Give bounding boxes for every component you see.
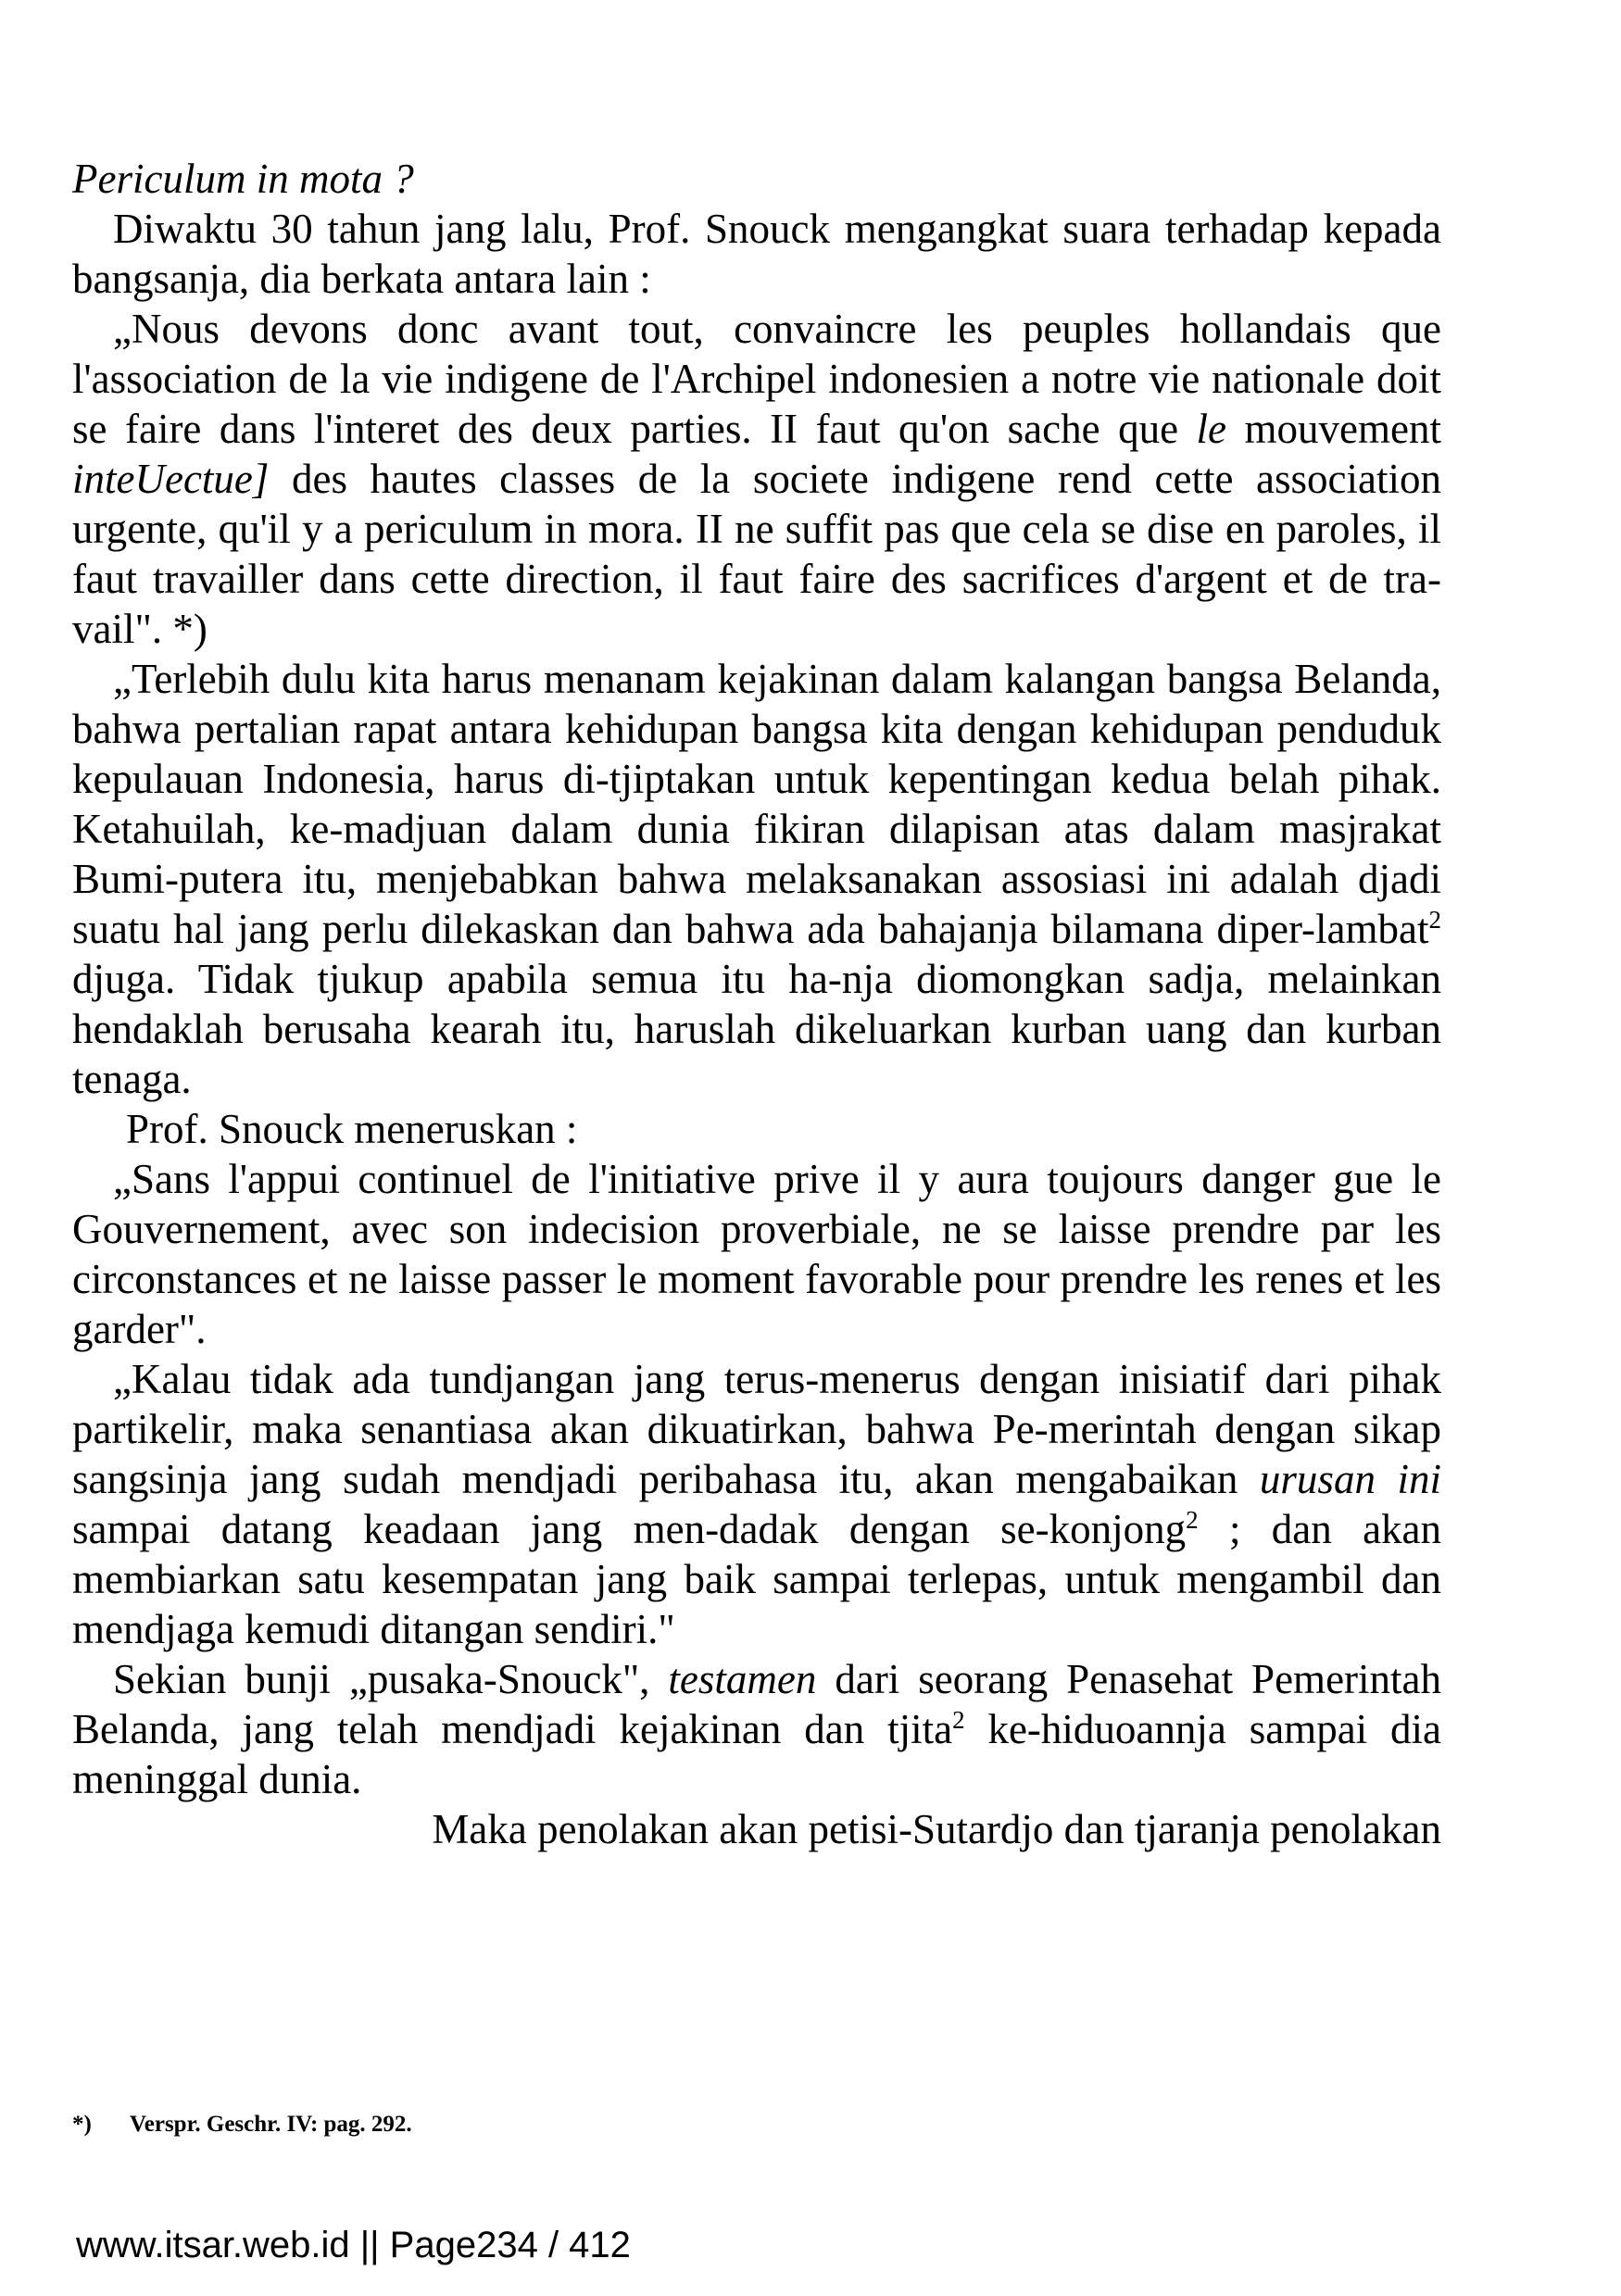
paragraph-continuation — [72, 1104, 1441, 1154]
paragraph-text: Maka penolakan akan petisi-Sutardjo dan tjaranja penolakan — [432, 1806, 1441, 1852]
paragraph-text: sampai datang keadaan jang men-dadak dengan se-konjong — [72, 1506, 1187, 1552]
paragraph-text: Sekian bunji „pusaka-Snouck", — [113, 1656, 650, 1702]
paragraph-french-quote-2 — [72, 1154, 1441, 1354]
paragraph-text: „Kalau tidak ada tundjangan jang terus-menerus dengan inisiatif dari pihak partikelir, maka senantiasa akan dikuatirkan, bahwa Pe-merintah dengan sikap sangsinja jang sudah mendjadi peribahasa itu, akan mengabaikan — [72, 1356, 1441, 1502]
body-text — [72, 154, 1441, 1854]
italic-text: inteUectue] — [72, 456, 270, 502]
paragraph-text: des hautes classes de la societe indigene rend cette association urgente, qu'il y a periculum in mora. II ne suffit pas que cela se dise en paroles, il faut travailler dans cette direction, il faut faire des sacrifices d'argent et de tra-vail". *) — [72, 456, 1442, 652]
italic-text: urusan ini — [1259, 1456, 1442, 1502]
footnote-marker: *) — [72, 2112, 92, 2137]
page-heading: Periculum in mota ? — [72, 156, 414, 202]
paragraph-text: „Nous devons donc avant tout, convaincre les peuples hollandais que l'association de la vie indigene de l'Archipel indonesien a notre vie nationale doit se faire dans l'interet des deux parties. II faut qu'on sache que — [72, 306, 1441, 452]
paragraph-french-quote-1 — [72, 304, 1441, 654]
footnote — [72, 2110, 412, 2139]
paragraph-trailing-line — [72, 1804, 1441, 1854]
page-footer: www.itsar.web.id || Page234 / 412 — [76, 2225, 631, 2265]
footnote-text: Verspr. Geschr. IV: pag. 292. — [130, 2112, 412, 2137]
italic-text: le — [1196, 406, 1227, 452]
paragraph-text: dari seorang Penasehat Pemerintah Belanda, jang telah mendjadi kejakinan dan tjita — [72, 1656, 1442, 1752]
paragraph-text: ke-hiduoannja sampai dia meninggal dunia. — [72, 1706, 1441, 1802]
superscript: 2 — [952, 1705, 965, 1734]
paragraph-text: djuga. Tidak tjukup apabila semua itu ha-nja diomongkan sadja, melainkan hendaklah berusaha kearah itu, haruslah dikeluarkan kurban uang dan kurban tenaga. — [72, 956, 1441, 1102]
paragraph-translation-1 — [72, 654, 1441, 1104]
superscript: 2 — [1186, 1505, 1199, 1534]
paragraph-text: mouvement — [1244, 406, 1441, 452]
paragraph-text: „Sans l'appui continuel de l'initiative prive il y aura toujours danger gue le Gouvernement, avec son indecision proverbiale, ne se laisse prendre par les circonstances et ne laisse passer le moment favorable pour prendre les renes et les garder". — [72, 1156, 1441, 1352]
italic-text: testamen — [668, 1656, 817, 1702]
paragraph-intro — [72, 204, 1441, 304]
paragraph-text: Diwaktu 30 tahun jang lalu, Prof. Snouck mengangkat suara terhadap kepada bangsanja, dia berkata antara lain : — [72, 206, 1441, 302]
paragraph-text: „Terlebih dulu kita harus menanam kejakinan dalam kalangan bangsa Belanda, bahwa pertalian rapat antara kehidupan bangsa kita dengan kehidupan penduduk kepulauan Indonesia, harus di-tjiptakan untuk kepentingan kedua belah pihak. Ketahuilah, ke-madjuan dalam dunia fikiran dilapisan atas dalam masjrakat Bumi-putera itu, menjebabkan bahwa melaksanakan assosiasi ini adalah djadi suatu hal jang perlu dilekaskan dan bahwa ada bahajanja bilamana diper-lambat — [72, 656, 1441, 952]
paragraph-text: ; dan akan membiarkan satu kesempatan jang baik sampai terlepas, untuk mengambil dan mendjaga kemudi ditangan sendiri." — [72, 1506, 1442, 1652]
paragraph-translation-2 — [72, 1354, 1441, 1654]
paragraph-text: Prof. Snouck meneruskan : — [126, 1106, 578, 1152]
superscript: 2 — [1428, 905, 1441, 934]
paragraph-conclusion — [72, 1654, 1441, 1804]
